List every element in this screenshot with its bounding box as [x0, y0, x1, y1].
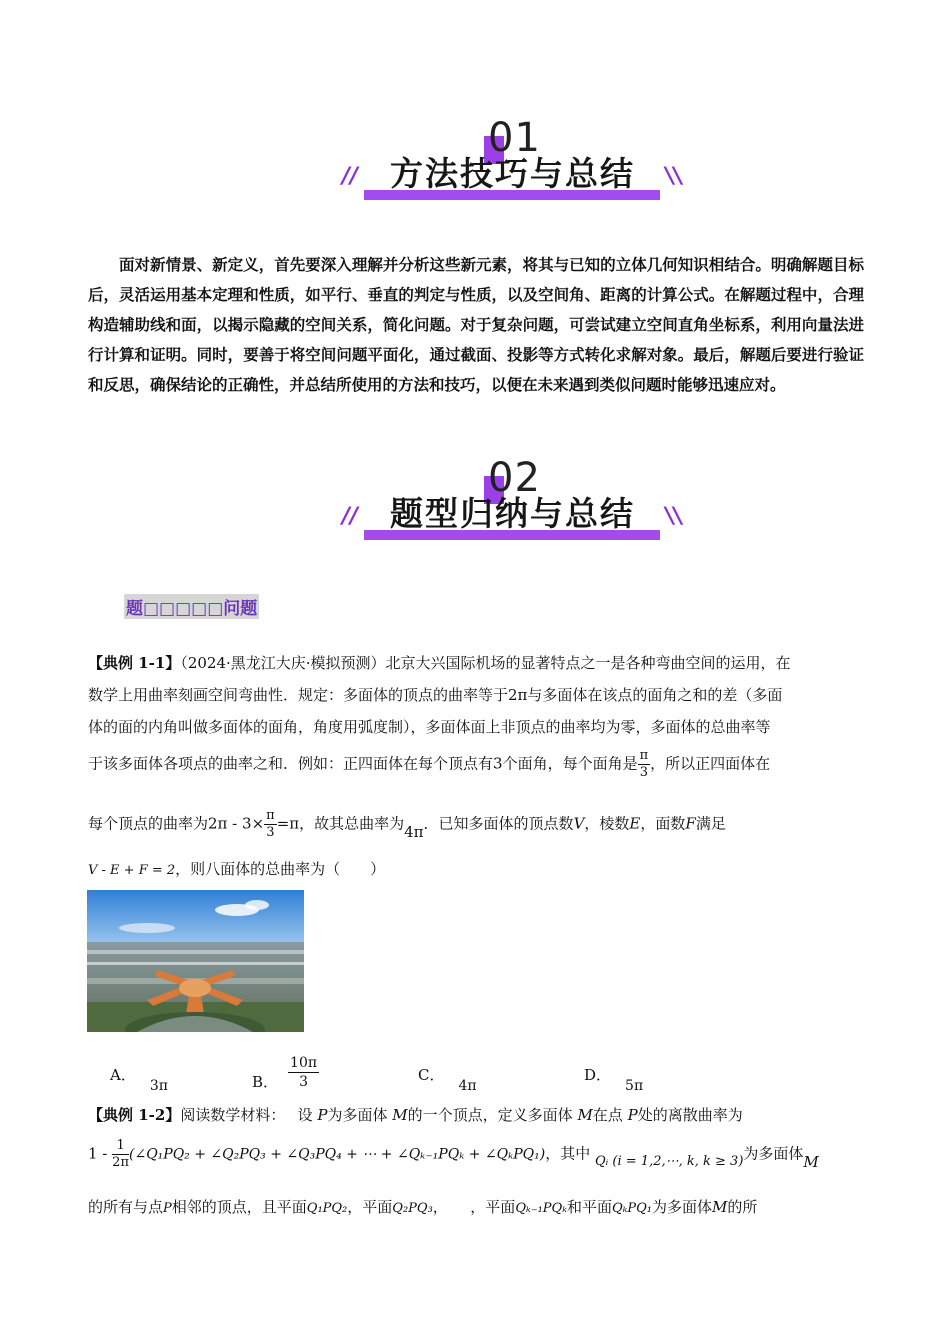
- example-1-1-line-6: V - E + F = 2，则八面体的总曲率为（ ）: [88, 860, 386, 878]
- example-1-2-line-1: 【典例 1-2】阅读数学材料： 设 P为多面体 M的一个顶点，定义多面体 M在点 P处的离散曲率为: [88, 1106, 743, 1124]
- banner-title: 方法技巧与总结: [390, 154, 635, 193]
- example-label: 【典例 1-1】: [88, 654, 181, 672]
- intro-paragraph: 面对新情景、新定义，首先要深入理解并分析这些新元素，将其与已知的立体几何知识相结合。明确解题目标后，灵活运用基本定理和性质，如平行、垂直的判定与性质，以及空间角、距离的计算公式。在解题过程中，合理构造辅助线和面，以揭示隐藏的空间关系，简化问题。对于复杂问题，可尝试建立空间直角坐标系，利用向量法进行计算和证明。同时，要善于将空间问题平面化，通过截面、投影等方式转化求解对象。最后，解题后要进行验证和反思，确保结论的正确性，并总结所使用的方法和技巧，以便在未来遇到类似问题时能够迅速应对。: [88, 255, 864, 394]
- slash-decoration-right: //: [664, 504, 681, 529]
- example-1-1-line-4: 于该多面体各项点的曲率之和．例如：正四面体在每个顶点有3个面角，每个面角是 $\frac{\pi}{3}$ ，所以正四面体在: [88, 748, 771, 780]
- fraction-pi-over-3: $\frac{\pi}{3}$: [266, 808, 275, 840]
- option-c[interactable]: C．4π: [418, 1066, 477, 1094]
- fraction-one-over-2pi: $\frac{1}{2\pi}$: [112, 1138, 129, 1170]
- option-b-fraction: $\frac{10\pi}{3}$: [290, 1055, 318, 1090]
- section-banner-02: [340, 455, 685, 548]
- example-1-2-line-2: 1 - $\frac{1}{2\pi}$ (∠Q₁PQ₂ + ∠Q₂PQ₃ + ∠Q₃PQ₄ + ⋯ + ∠Qₖ₋₁PQₖ + ∠QₖPQ₁)，其中 Qᵢ (i = 1,2,⋯, k, k ≥ 3)为多面体M: [88, 1138, 819, 1171]
- slash-decoration-left: //: [342, 164, 359, 189]
- banner-title: 题型归纳与总结: [390, 494, 635, 533]
- section-banner-01: [340, 115, 685, 208]
- banner-number: 01: [488, 115, 541, 161]
- example-1-1-line-2: 数学上用曲率刻画空间弯曲性．规定：多面体的顶点的曲率等于2π与多面体在该点的面角之和的差（多面: [88, 686, 783, 704]
- example-1-1-line-3: 体的面的内角叫做多面体的面角，角度用弧度制），多面体面上非顶点的曲率均为零，多面体的总曲率等: [88, 718, 771, 736]
- banner-number: 02: [488, 455, 541, 501]
- option-a[interactable]: A．3π: [110, 1066, 168, 1094]
- slash-decoration-left: //: [342, 504, 359, 529]
- example-1-2-line-3: 的所有与点P相邻的顶点，且平面Q₁PQ₂，平面Q₂PQ₃， ，平面Qₖ₋₁PQₖ和平面QₖPQ₁为多面体M的所: [88, 1198, 758, 1216]
- airport-image: [87, 890, 304, 1032]
- fraction-pi-over-3: $\frac{\pi}{3}$: [639, 748, 649, 780]
- example-1-1-line-1: 【典例 1-1】（2024·黑龙江大庆·模拟预测）北京大兴国际机场的显著特点之一是各种弯曲空间的运用，在: [88, 654, 791, 672]
- topic-heading: 题□□□□□问题: [124, 594, 259, 619]
- slash-decoration-right: //: [664, 164, 681, 189]
- example-1-1-line-5: 每个顶点的曲率为2π - 3× $\frac{\pi}{3}$ =π，故其总曲率为4π．已知多面体的顶点数V，棱数E，面数F满足: [88, 808, 726, 841]
- airport-aerial-photo: [87, 890, 304, 1032]
- example-label: 【典例 1-2】: [88, 1106, 181, 1124]
- option-b[interactable]: B． $\frac{10\pi}{3}$: [252, 1055, 318, 1091]
- option-d[interactable]: D．5π: [584, 1066, 644, 1094]
